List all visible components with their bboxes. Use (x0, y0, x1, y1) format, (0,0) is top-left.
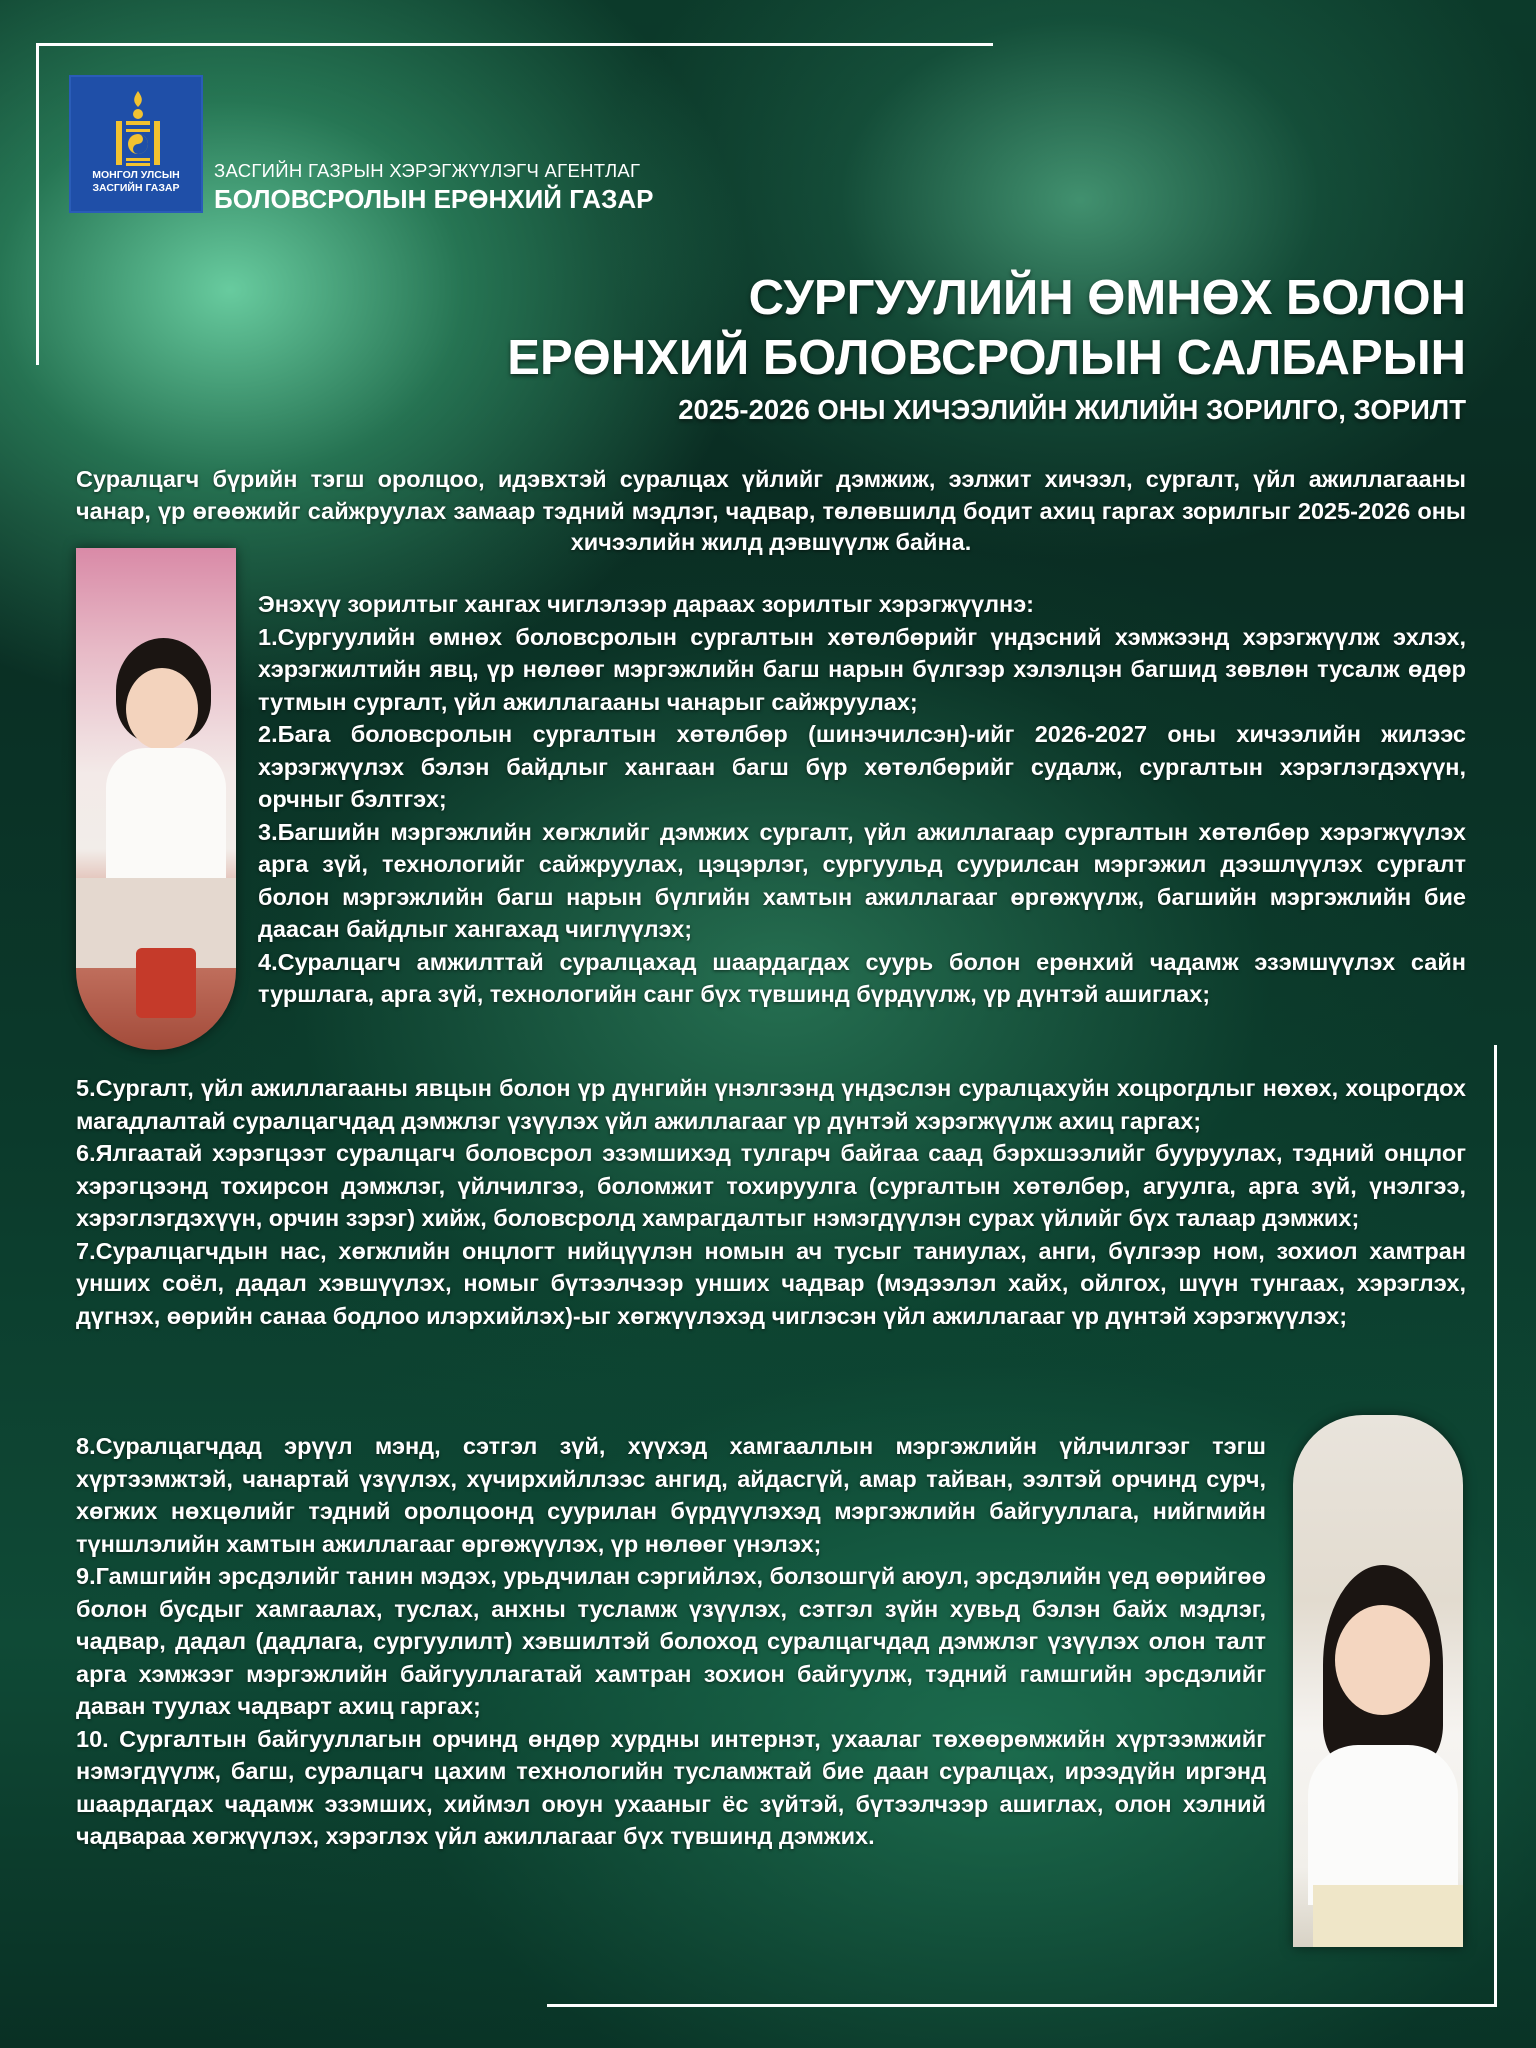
objective-item: 3.Багшийн мэргэжлийн хөгжлийг дэмжих сургалт, үйл ажиллагаар сургалтын хөтөлбөр хэрэгжүүлэх арга зүй, технологийг сайжруулах, цэцэрлэг, сургуульд суурилсан мэргэжил дээшлүүлэх сургалт болон мэргэжлийн багш нарын бүлгийн хамтын ажиллагааг өргөжүүлж, багшийн мэргэжлийн бие даасан байдлыг хангахад чиглүүлэх; (258, 818, 1466, 942)
soyombo-icon (106, 89, 170, 167)
smiling-girl-photo (1293, 1415, 1463, 1947)
page-title (507, 268, 1466, 428)
child-drawing-photo (76, 548, 236, 1050)
objectives-block-1 (258, 588, 1466, 1011)
girl-face (1335, 1605, 1430, 1715)
title-line3: 2025-2026 ОНЫ ХИЧЭЭЛИЙН ЖИЛИЙН ЗОРИЛГО, ЗОРИЛТ (678, 394, 1466, 425)
intro-paragraph: Суралцагч бүрийн тэгш оролцоо, идэвхтэй суралцах үйлийг дэмжиж, ээлжит хичээл, сургалт, үйл ажиллагааны чанар, үр өгөөжийг сайжруулах замаар тэдний мэдлэг, чадвар, төлөвшилд бодит ахиц гаргах зорилгыг 2025-2026 оны хичээлийн жилд дэвшүүлж байна. (76, 466, 1466, 555)
objectives-lead: Энэхүү зорилтыг хангах чиглэлээр дараах зорилтыг хэрэгжүүлнэ: (258, 591, 1034, 617)
emblem-text-line2: ЗАСГИЙН ГАЗАР (92, 182, 180, 194)
title-line1: СУРГУУЛИЙН ӨМНӨХ БОЛОН (748, 271, 1466, 325)
objectives-block-3 (76, 1430, 1266, 1853)
objective-item: 1.Сургуулийн өмнөх боловсролын сургалтын хөтөлбөрийг үндэсний хэмжээнд хэрэгжүүлж эхлэх, хэрэгжилтийн явц, үр нөлөөг мэргэжлийн багш нарын бүлгээр хэлэлцэн багшид зөвлөн тусалж өдөр тутмын сургалт, үйл ажиллагааны чанарыг сайжруулах; (258, 623, 1466, 715)
objective-item: 7.Суралцагчдын нас, хөгжлийн онцлогт нийцүүлэн номын ач тусыг таниулах, анги, бүлгээр ном, зохиол хамтран унших соёл, дадал хэвшүүлэх, номыг бүтээлчээр унших чадвар (мэдээлэл хайх, ойлгох, шүүн тунгаах, хэрэглэх, дүгнэх, өөрийн санаа бодлоо илэрхийлэх)-ыг хөгжүүлэхэд чиглэсэн үйл ажиллагааг үр дүнтэй хэрэгжүүлэх; (76, 1237, 1466, 1329)
objective-item: 4.Суралцагч амжилттай суралцахад шаардагдах суурь болон ерөнхий чадамж эзэмшүүлэх сайн туршлага, арга зүй, технологийн санг бүх түвшинд бүрдүүлж, үр дүнтэй ашиглах; (258, 948, 1466, 1007)
objective-item: 9.Гамшгийн эрсдэлийг танин мэдэх, урьдчилан сэргийлэх, болзошгүй аюул, эрсдэлийн үед өөрийгөө болон бусдыг хамгаалах, туслах, анхны тусламж үзүүлэх, сэтгэл зүйн хувьд бэлэн байх мэдлэг, чадвар, дадал (дадлага, сургуулилт) хэвшилтэй болоход суралцагчдад дэмжлэг үзүүлэх олон талт арга хэмжээг мэргэжлийн байгууллагатай хамтран зохион байгуулж, тэдний гамшгийн эрсдэлийг даван туулах чадварт ахиц гаргах; (76, 1563, 1266, 1719)
frame-top-line (36, 43, 993, 46)
title-line2: ЕРӨНХИЙ БОЛОВСРОЛЫН САЛБАРЫН (507, 331, 1466, 385)
objectives-block-2 (76, 1072, 1466, 1332)
child-face (126, 668, 198, 750)
frame-bottom-line (547, 2004, 1497, 2007)
objective-item: 8.Суралцагчдад эрүүл мэнд, сэтгэл зүй, хүүхэд хамгааллын мэргэжлийн үйлчилгээг тэгш хүртээмжтэй, чанартай үзүүлэх, хүчирхийллээс ангид, айдасгүй, амар тайван, ээлтэй орчинд сурч, хөгжих нөхцөлийг тэдний оролцоонд суурилан бүрдүүлэхэд мэргэжлийн байгууллага, нийгмийн түншлэлийн хамтын ажиллагааг өргөжүүлэх, үр нөлөөг үнэлэх; (76, 1433, 1266, 1557)
emblem-text-line1: МОНГОЛ УЛСЫН (92, 169, 180, 181)
agency-name: БОЛОВСРОЛЫН ЕРӨНХИЙ ГАЗАР (214, 184, 654, 214)
frame-right-line (1494, 1045, 1497, 2007)
objective-item: 10. Сургалтын байгууллагын орчинд өндөр хурдны интернэт, ухаалаг төхөөрөмжийн хүртээмжийг нэмэгдүүлж, багш, суралцагч цахим технологийн тусламжтай бие даан суралцах, ирээдүйн иргэнд шаардагдах чадамж эзэмших, хиймэл оюун ухааныг ёс зүйтэй, бүтээлчээр ашиглах, олон хэлний чадвараа хөгжүүлэх, хэрэглэх үйл ажиллагааг бүх түвшинд дэмжих. (76, 1725, 1266, 1849)
government-emblem-logo (69, 75, 203, 213)
objective-item: 5.Сургалт, үйл ажиллагааны явцын болон үр дүнгийн үнэлгээнд үндэслэн суралцахуйн хоцрогдлыг нөхөх, хоцрогдох магадлалтай суралцагчдад дэмжлэг үзүүлэх үйл ажиллагааг үр дүнтэй хэрэгжүүлж ахиц гаргах; (76, 1075, 1466, 1134)
frame-left-line (36, 43, 39, 365)
objective-item: 6.Ялгаатай хэрэгцээт суралцагч боловсрол эзэмшихэд тулгарч байгаа саад бэрхшээлийг бууруулах, тэдний онцлог хэрэгцээнд тохирсон дэмжлэг, үйлчилгээ, боломжит тохируулга (сургалтын хөтөлбөр, агуулга, арга зүй, үнэлгээ, хэрэглэгдэхүүн, орчин зэрэг) хийж, боловсролд хамрагдалтыг нэмэгдүүлэн сурах үйлийг бүх талаар дэмжих; (76, 1140, 1466, 1231)
objective-item: 2.Бага боловсролын сургалтын хөтөлбөр (шинэчилсэн)-ийг 2026-2027 оны хичээлийн жилээс хэрэгжүүлэх бэлэн байдлыг хангаан багш бүр хөтөлбөрийг судалж, сургалтын хэрэглэгдэхүүн, орчныг бэлтгэх; (258, 721, 1466, 812)
agency-subtitle: ЗАСГИЙН ГАЗРЫН ХЭРЭГЖҮҮЛЭГЧ АГЕНТЛАГ (214, 160, 641, 181)
